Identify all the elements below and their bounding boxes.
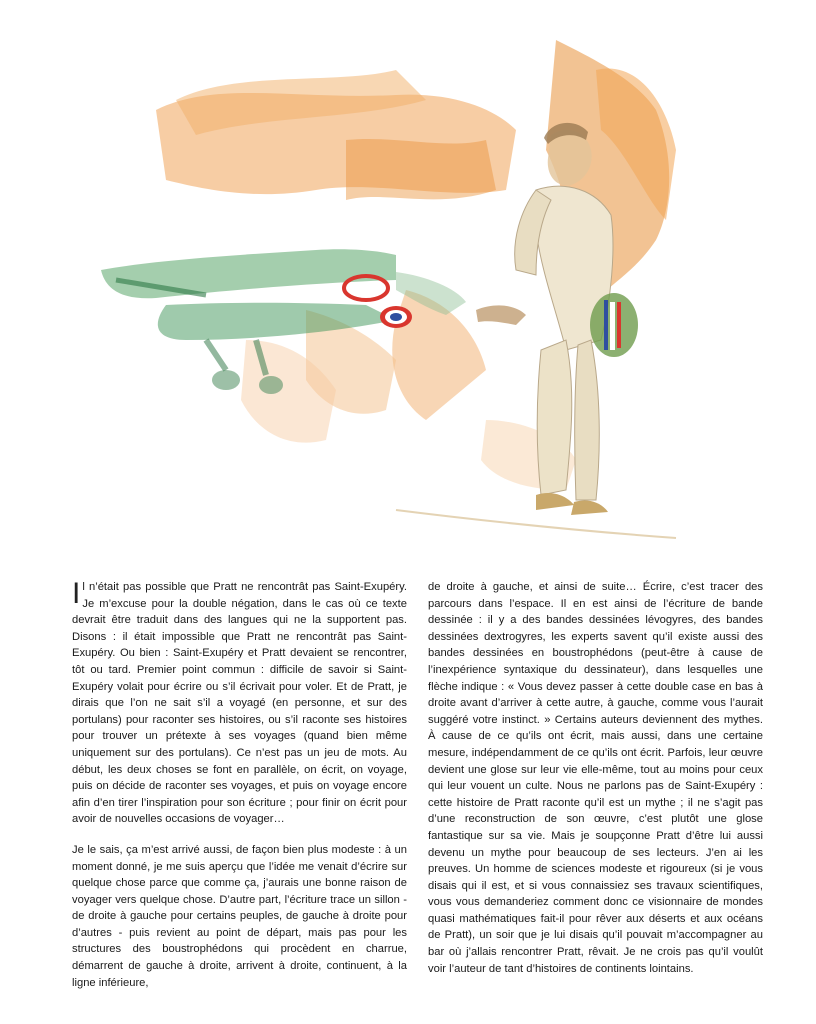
article-column-left <box>72 579 407 1005</box>
watercolor-illustration <box>96 40 696 560</box>
article-paragraph <box>72 579 407 828</box>
article-column-right <box>428 579 763 991</box>
aviator-biplane-painting <box>96 40 696 560</box>
article-paragraph: de droite à gauche, et ainsi de suite… Écrire, c’est tracer des parcours dans l’espace. Il en est ainsi de l’écriture de bande dessinée : il y a des bandes dessinées lévogyres, des bandes dessinées dextrogyres, les experts savent qu’il existe aussi des bandes dessinées en boustrophédons (peut-être à cause de l’inexpérience syntaxique du dessinateur), dans lesquelles une flèche indique : « Vous devez passer à cette double case en bas à droite avant d’arriver à cette autre, à gauche, comme vous l’aurait suggéré votre instinct. » Certains auteurs deviennent des mythes. À cause de ce qu’ils ont écrit, mais aussi, dans une certaine mesure, indépendamment de ce qu’ils ont écrit. Parfois, leur œuvre devient une glose sur leur vie elle-même, tout au moins pour ceux qui leur vouent un culte. Nous ne parlons pas de Saint-Exupéry : cette histoire de Pratt raconte qu’il est un mythe ; il ne s’agit pas d’une reconstruction de son œuvre, c’est plutôt une glose fantastique sur sa vie. Mais je soupçonne Pratt d’être lui aussi devenu un mythe pour beaucoup de ses lecteurs. J’en ai les preuves. Un homme de sciences modeste et rigoureux (si je vous disais qui il est, et si vous connaissiez ses travaux scientifiques, vous vous demanderiez comment donc ce visionnaire de mondes quasi mathématiques fait-il pour rêver aux déserts et aux océans de Pratt), un soir que je lui disais qu’il pouvait m’accompagner au bar où j’allais rencontrer Pratt, rêvait. Je ne crois pas qu’il voulût voir l’auteur de tant d’histoires de continents lointains. <box>428 581 763 975</box>
paragraph-text: l n’était pas possible que Pratt ne rencontrât pas Saint-Exupéry. Je m’excuse pour la double négation, dans le cas où ce texte devrait être traduit dans des langues qui ne la supportent pas. Disons : il était impossible que Pratt ne rencontrât pas Saint-Exupéry. Ou bien : Saint-Exupéry et Pratt devaient se rencontrer, tôt ou tard. Premier point commun : difficile de savoir si Saint-Exupéry volait pour écrire ou s’il écrivait pour voler. Et de Pratt, je dirais que l’on ne sait s’il a voyagé (en personne, et sur des portulans) pour raconter ses histoires, ou s’il raconte ses histoires pour trouver un prétexte à ses voyages (quand bien même uniquement sur des portulans). Ce n’est pas un jeu de mots. Au début, les deux choses se font en parallèle, on écrit, on voyage, puis on décide de raconter ses voyages, et puis on voyage encore afin d’en tirer l’inspiration pour son écriture ; pour finir on écrit pour avoir de nouvelles occasions de voyager… <box>72 581 407 826</box>
article-paragraph: Je le sais, ça m’est arrivé aussi, de façon bien plus modeste : à un moment donné, je me suis aperçu que l’idée me venait d’écrire sur quelque chose parce que comme ça, j’aurais une bonne raison de voyager vers quelque chose. D’autre part, l’écriture trace un sillon - de droite à gauche pour certains peuples, de gauche à droite pour d’autres - puis revient au point de départ, mais pas pour les structures des boustrophédons qui procèdent en charrue, démarrent de gauche à droite, arrivent à droite, continuent, à la ligne inférieure, <box>72 843 407 989</box>
drop-cap: I <box>72 577 81 610</box>
